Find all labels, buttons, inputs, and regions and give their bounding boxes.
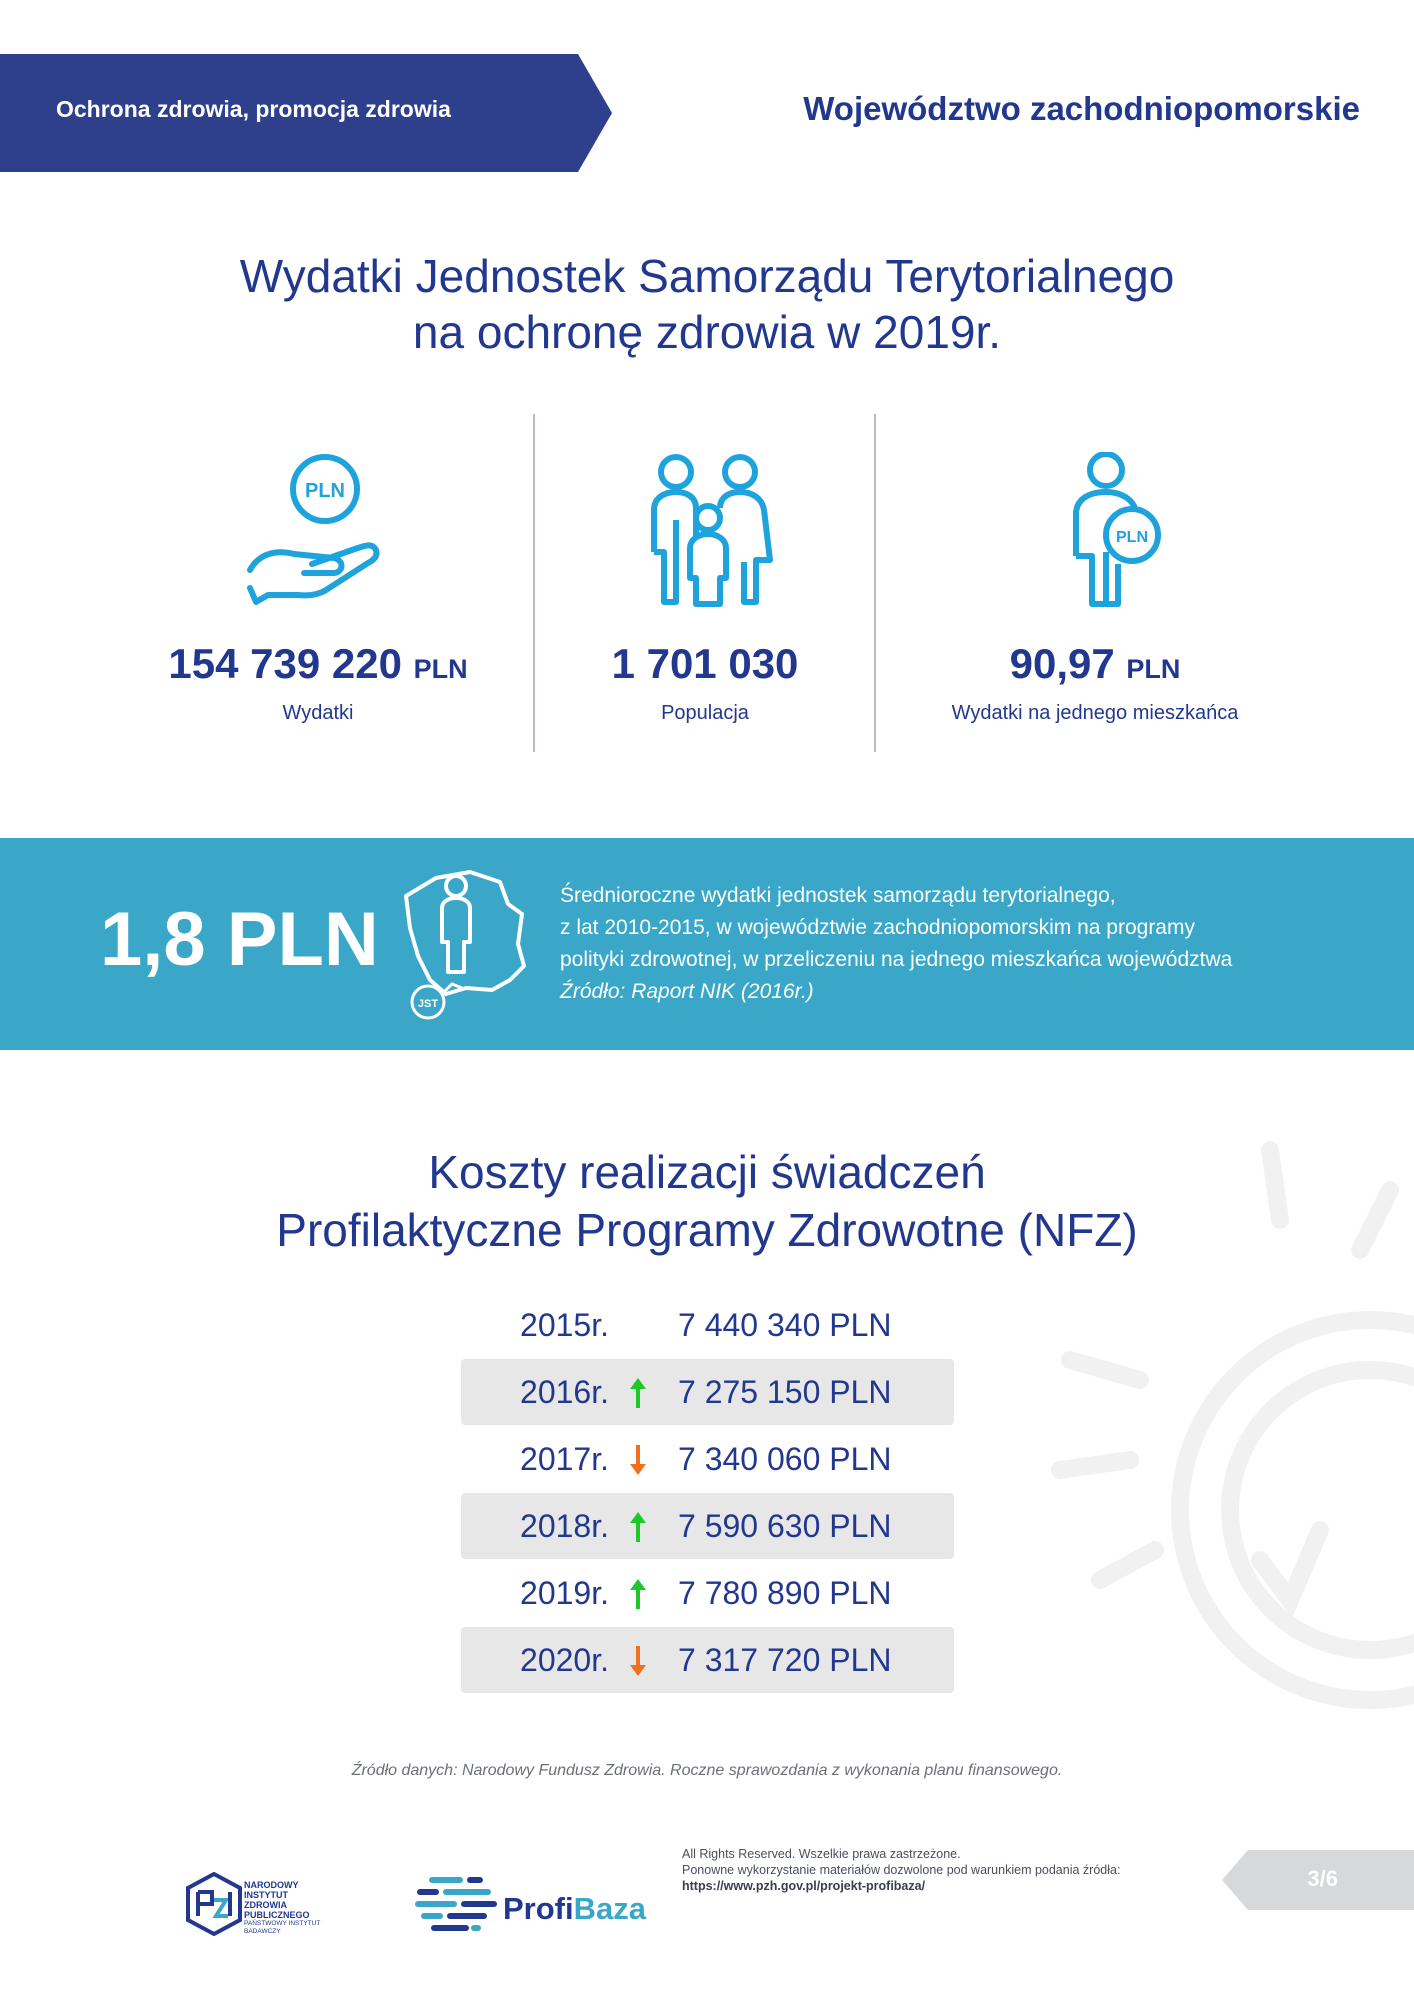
per-capita-label: Wydatki na jednego mieszkańca [951,702,1239,724]
profibaza-logo-text [503,1891,646,1927]
pzh-logo-icon [186,1872,242,1936]
pzh-line5: PAŃSTWOWY INSTYTUT [244,1920,321,1927]
cost-amount: 7 590 630 PLN [678,1508,892,1544]
profibaza-part2: Baza [573,1891,646,1926]
pzh-logo-text [244,1880,320,1936]
family-icon [640,452,776,612]
cost-amount: 7 780 890 PLN [678,1575,892,1611]
expenses-unit: PLN [413,654,468,684]
cost-amount: 7 340 060 PLN [678,1441,892,1477]
band-line1: Średnioroczne wydatki jednostek samorządu terytorialnego, [560,884,1116,907]
pzh-line4: PUBLICZNEGO [244,1910,310,1920]
divider [533,414,535,752]
pzh-line3: ZDROWIA [244,1900,287,1910]
arrow-down-icon [628,1644,648,1678]
cost-row [461,1627,954,1693]
band-line2: z lat 2010-2015, w województwie zachodniopomorskim na programy [560,916,1195,939]
cost-year: 2015r. [520,1307,609,1343]
band-source: Źródło: Raport NIK (2016r.) [560,980,814,1003]
expenses-label: Wydatki [282,702,354,724]
cost-row [461,1493,954,1559]
cost-row [461,1426,954,1492]
arrow-down-icon [628,1443,648,1477]
rights-line2: Ponowne wykorzystanie materiałów dozwolone pod warunkiem podania źródła: [682,1863,1121,1877]
population-value [540,640,870,688]
cost-year: 2017r. [520,1441,609,1477]
cost-row [461,1292,954,1358]
band-line3: polityki zdrowotnej, w przeliczeniu na jednego mieszkańca województwa [560,948,1233,971]
per-capita-value [880,640,1310,688]
expenses-value [110,640,526,688]
region-name: Województwo zachodniopomorskie [803,90,1360,127]
costs-title-line1: Koszty realizacji świadczeń [428,1146,986,1198]
cost-amount: 7 440 340 PLN [678,1307,892,1343]
source-note: Źródło danych: Narodowy Fundusz Zdrowia. Roczne sprawozdania z wykonania planu finansowego. [351,1762,1063,1779]
expenses-amount: 154 739 220 [168,640,402,687]
pzh-line6: BADAWCZY [244,1928,281,1935]
band-value: 1,8 PLN [100,897,379,982]
rights-notice [682,1846,1202,1894]
pzh-line2: INSTYTUT [244,1890,288,1900]
hand-coin-icon [242,452,382,612]
person-coin-icon-text: PLN [1116,529,1148,546]
rights-url-link[interactable]: https://www.pzh.gov.pl/projekt-profibaza/ [682,1879,926,1893]
divider [874,414,876,752]
cost-year: 2019r. [520,1575,609,1611]
cost-row [461,1359,954,1425]
cost-year: 2020r. [520,1642,609,1678]
per-capita-unit: PLN [1126,654,1181,684]
profibaza-part1: Profi [503,1891,574,1926]
hand-coin-icon-text: PLN [305,480,345,502]
arrow-up-icon [628,1376,648,1410]
person-coin-icon [1066,452,1182,612]
page-number: 3/6 [1307,1866,1338,1891]
per-capita-amount: 90,97 [1009,640,1115,687]
poland-map-person-icon [396,862,532,1022]
cost-row [461,1560,954,1626]
jst-badge-text: JST [417,998,439,1010]
category-label: Ochrona zdrowia, promocja zdrowia [56,96,451,122]
rights-line1: All Rights Reserved. Wszelkie prawa zastrzeżone. [682,1847,961,1861]
arrow-up-icon [628,1577,648,1611]
band-description [560,880,1360,1008]
profibaza-logo-icon [414,1876,498,1938]
population-label: Populacja [661,702,749,724]
cost-year: 2016r. [520,1374,609,1410]
page-title [80,248,1334,360]
population-amount: 1 701 030 [611,640,799,687]
page-title-line1: Wydatki Jednostek Samorządu Terytorialnego [239,250,1175,302]
costs-title [80,1143,1334,1259]
cost-year: 2018r. [520,1508,609,1544]
pzh-line1: NARODOWY [244,1880,299,1890]
arrow-up-icon [628,1510,648,1544]
costs-title-line2: Profilaktyczne Programy Zdrowotne (NFZ) [276,1204,1138,1256]
page-title-line2: na ochronę zdrowia w 2019r. [412,306,1002,358]
cost-amount: 7 317 720 PLN [678,1642,892,1678]
cost-amount: 7 275 150 PLN [678,1374,892,1410]
